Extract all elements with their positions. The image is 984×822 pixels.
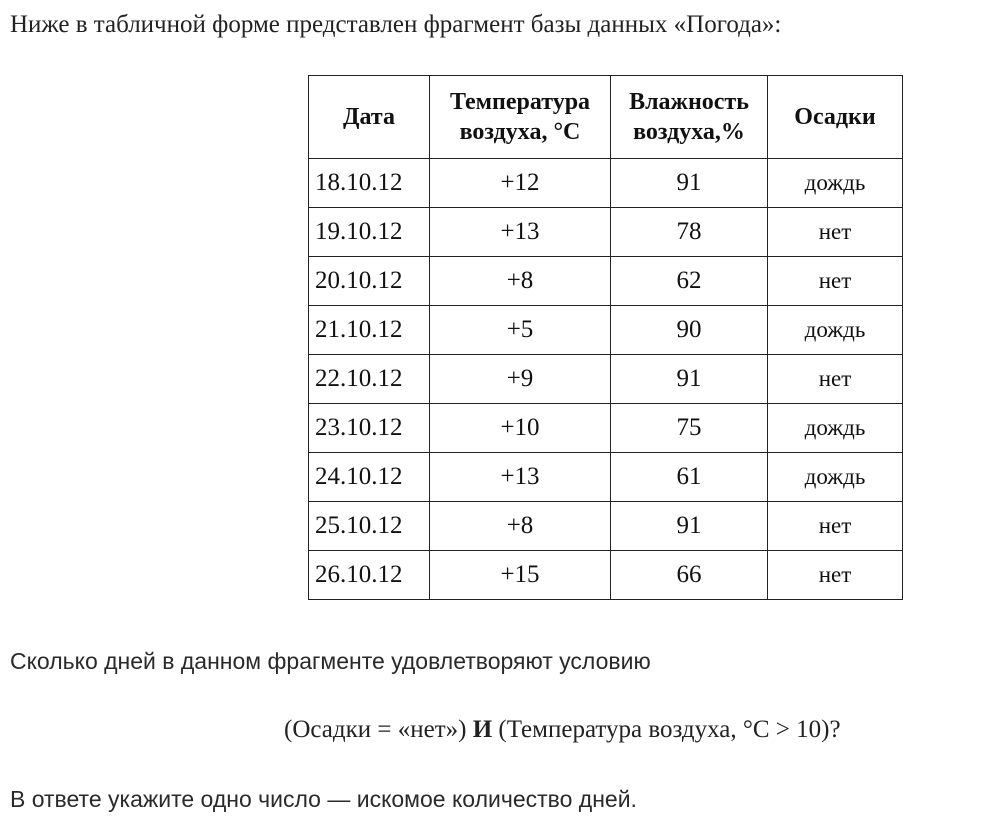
cell-temperature: +12 bbox=[430, 159, 611, 208]
cell-temperature: +8 bbox=[430, 502, 611, 551]
table-row bbox=[309, 355, 903, 404]
cell-date: 24.10.12 bbox=[309, 453, 430, 502]
cell-precipitation: нет bbox=[768, 208, 903, 257]
cell-precipitation: дождь bbox=[768, 159, 903, 208]
cell-precipitation: нет bbox=[768, 257, 903, 306]
table-row bbox=[309, 453, 903, 502]
cell-precipitation: дождь bbox=[768, 306, 903, 355]
weather-table bbox=[308, 75, 903, 600]
table-row bbox=[309, 257, 903, 306]
header-humidity bbox=[611, 76, 768, 159]
cell-precipitation: нет bbox=[768, 355, 903, 404]
cell-date: 26.10.12 bbox=[309, 551, 430, 600]
cell-temperature: +8 bbox=[430, 257, 611, 306]
cell-date: 20.10.12 bbox=[309, 257, 430, 306]
header-humidity-line2: воздуха,% bbox=[633, 119, 745, 145]
cell-date: 22.10.12 bbox=[309, 355, 430, 404]
cell-date: 23.10.12 bbox=[309, 404, 430, 453]
cell-temperature: +10 bbox=[430, 404, 611, 453]
cell-humidity: 90 bbox=[611, 306, 768, 355]
cell-humidity: 75 bbox=[611, 404, 768, 453]
table-row bbox=[309, 551, 903, 600]
table-row bbox=[309, 502, 903, 551]
header-humidity-line1: Влажность bbox=[629, 89, 749, 115]
table-header-row bbox=[309, 76, 903, 159]
cell-precipitation: дождь bbox=[768, 404, 903, 453]
header-temperature-line2: воздуха, °С bbox=[459, 119, 581, 145]
condition-left: (Осадки = «нет») bbox=[284, 716, 473, 743]
cell-precipitation: нет bbox=[768, 551, 903, 600]
answer-instruction: В ответе укажите одно число — искомое количество дней. bbox=[10, 786, 637, 812]
cell-humidity: 91 bbox=[611, 502, 768, 551]
header-temperature bbox=[430, 76, 611, 159]
cell-temperature: +9 bbox=[430, 355, 611, 404]
cell-humidity: 91 bbox=[611, 159, 768, 208]
table-row bbox=[309, 208, 903, 257]
table-row bbox=[309, 306, 903, 355]
cell-precipitation: нет bbox=[768, 502, 903, 551]
cell-humidity: 66 bbox=[611, 551, 768, 600]
cell-temperature: +5 bbox=[430, 306, 611, 355]
cell-humidity: 61 bbox=[611, 453, 768, 502]
condition-expression bbox=[284, 713, 841, 747]
cell-humidity: 91 bbox=[611, 355, 768, 404]
intro-text: Ниже в табличной форме представлен фрагмент базы данных «Погода»: bbox=[10, 11, 782, 38]
table-row bbox=[309, 404, 903, 453]
cell-date: 25.10.12 bbox=[309, 502, 430, 551]
header-date-label: Дата bbox=[343, 104, 395, 130]
table-row bbox=[309, 159, 903, 208]
question-text: Сколько дней в данном фрагменте удовлетворяют условию bbox=[10, 648, 651, 674]
cell-precipitation: дождь bbox=[768, 453, 903, 502]
header-precipitation bbox=[768, 76, 903, 159]
condition-operator: И bbox=[472, 716, 493, 743]
header-temperature-line1: Температура bbox=[449, 89, 591, 115]
cell-date: 19.10.12 bbox=[309, 208, 430, 257]
cell-humidity: 62 bbox=[611, 257, 768, 306]
cell-temperature: +13 bbox=[430, 453, 611, 502]
condition-right: (Температура воздуха, °С > 10)? bbox=[492, 716, 841, 743]
cell-humidity: 78 bbox=[611, 208, 768, 257]
cell-date: 21.10.12 bbox=[309, 306, 430, 355]
cell-date: 18.10.12 bbox=[309, 159, 430, 208]
header-precipitation-label: Осадки bbox=[794, 104, 876, 130]
header-date bbox=[309, 76, 430, 159]
cell-temperature: +15 bbox=[430, 551, 611, 600]
cell-temperature: +13 bbox=[430, 208, 611, 257]
